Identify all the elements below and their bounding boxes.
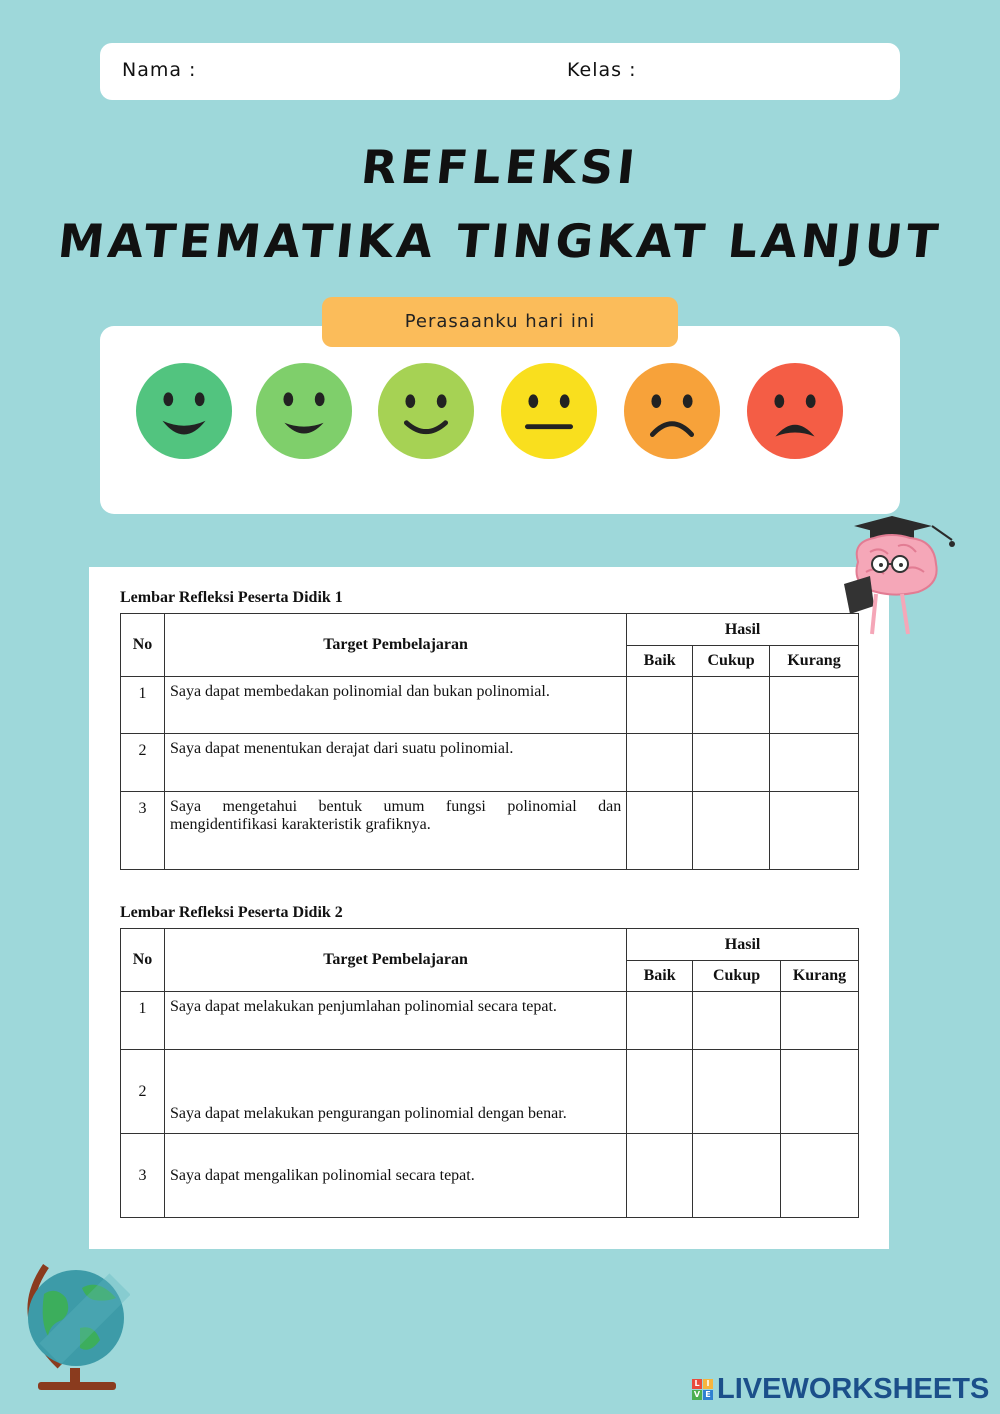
header-target: Target Pembelajaran	[164, 614, 626, 677]
neutral-face-icon[interactable]	[500, 362, 598, 460]
header-target: Target Pembelajaran	[164, 929, 626, 992]
row-target: Saya dapat menentukan derajat dari suatu polinomial.	[164, 734, 626, 792]
sad-face-icon[interactable]	[623, 362, 721, 460]
good-cell[interactable]	[627, 677, 693, 734]
fair-cell[interactable]	[693, 677, 770, 734]
row-number: 1	[121, 992, 165, 1050]
header-good: Baik	[627, 961, 693, 992]
header-good: Baik	[627, 646, 693, 677]
good-cell[interactable]	[627, 992, 693, 1050]
reflection-table-1	[120, 613, 859, 870]
happy-face-icon[interactable]	[255, 362, 353, 460]
row-target: Saya mengetahui bentuk umum fungsi polinomial dan mengidentifikasi karakteristik grafiknya.	[164, 792, 626, 870]
smile-face-icon[interactable]	[377, 362, 475, 460]
badge-letter: E	[703, 1390, 713, 1400]
student-info-bar	[100, 43, 900, 100]
poor-cell[interactable]	[770, 677, 859, 734]
table-row	[121, 792, 859, 870]
row-number: 2	[121, 1050, 165, 1134]
table-row	[121, 734, 859, 792]
fair-cell[interactable]	[693, 992, 781, 1050]
brain-mascot-icon	[840, 512, 960, 637]
table-row	[121, 992, 859, 1050]
badge-letter: I	[703, 1379, 713, 1389]
good-cell[interactable]	[627, 792, 693, 870]
header-poor: Kurang	[770, 646, 859, 677]
page-title: REFLEKSI	[358, 140, 642, 194]
mood-label: Perasaanku hari ini	[322, 297, 678, 347]
class-label: Kelas :	[567, 59, 637, 81]
table-row	[121, 677, 859, 734]
row-number: 1	[121, 677, 165, 734]
row-number: 3	[121, 1134, 165, 1218]
poor-cell[interactable]	[770, 734, 859, 792]
fair-cell[interactable]	[693, 792, 770, 870]
header-poor: Kurang	[781, 961, 859, 992]
logo-badge	[692, 1379, 713, 1400]
poor-cell[interactable]	[781, 1050, 859, 1134]
name-label: Nama :	[122, 59, 197, 81]
header-result: Hasil	[627, 614, 859, 646]
page-subtitle: MATEMATIKA TINGKAT LANJUT	[55, 214, 945, 268]
good-cell[interactable]	[627, 734, 693, 792]
header-fair: Cukup	[693, 961, 781, 992]
very-happy-face-icon[interactable]	[135, 362, 233, 460]
badge-letter: V	[693, 1389, 701, 1399]
good-cell[interactable]	[627, 1134, 693, 1218]
header-result: Hasil	[627, 929, 859, 961]
sheet1-title: Lembar Refleksi Peserta Didik 1	[120, 589, 343, 606]
header-fair: Cukup	[693, 646, 770, 677]
table-row	[121, 1050, 859, 1134]
row-target: Saya dapat melakukan penjumlahan polinomial secara tepat.	[164, 992, 626, 1050]
fair-cell[interactable]	[693, 1050, 781, 1134]
fair-cell[interactable]	[693, 734, 770, 792]
table-row	[121, 1134, 859, 1218]
poor-cell[interactable]	[770, 792, 859, 870]
reflection-table-2	[120, 928, 859, 1218]
good-cell[interactable]	[627, 1050, 693, 1134]
row-number: 2	[121, 734, 165, 792]
logo-text: LIVEWORKSHEETS	[717, 1372, 990, 1405]
header-no: No	[121, 614, 165, 677]
poor-cell[interactable]	[781, 1134, 859, 1218]
row-target: Saya dapat mengalikan polinomial secara tepat.	[164, 1134, 626, 1218]
fair-cell[interactable]	[693, 1134, 781, 1218]
badge-letter: L	[692, 1379, 702, 1389]
row-target: Saya dapat melakukan pengurangan polinomial dengan benar.	[164, 1050, 626, 1134]
very-sad-face-icon[interactable]	[746, 362, 844, 460]
sheet2-title: Lembar Refleksi Peserta Didik 2	[120, 904, 343, 921]
row-target: Saya dapat membedakan polinomial dan bukan polinomial.	[164, 677, 626, 734]
row-number: 3	[121, 792, 165, 870]
header-no: No	[121, 929, 165, 992]
poor-cell[interactable]	[781, 992, 859, 1050]
globe-icon	[20, 1258, 130, 1398]
liveworksheets-logo	[692, 1372, 989, 1406]
